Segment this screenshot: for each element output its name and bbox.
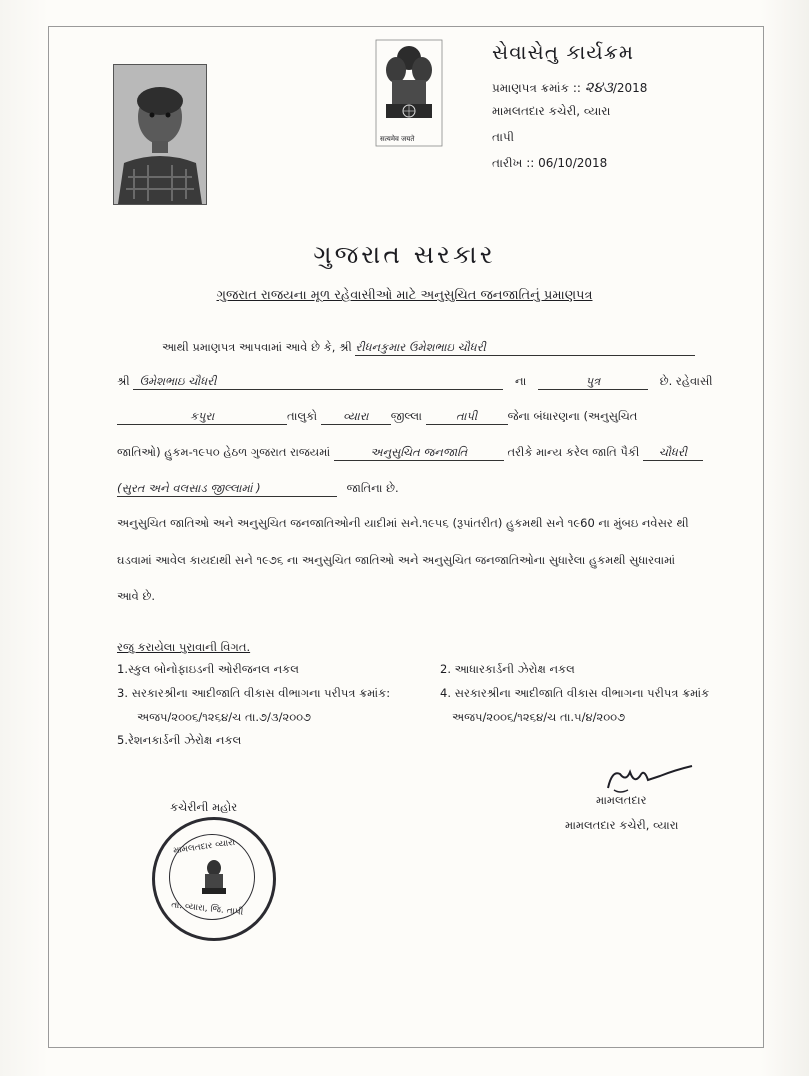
- emblem-motto: सत्यमेव जयते: [380, 135, 415, 143]
- signatory-title: મામલતદાર: [596, 793, 647, 807]
- legal-para-line-2: ઘડવામાં આવેલ કાયદાથી સને ૧૯૭૬ ના અનુસુચિત જાતિઓ અને અનુસુચિત જનજાતિઓના સુધારેલા હુકમથી સુધારવામાં: [117, 553, 676, 567]
- legal-para-line-1: અનુસુચિત જાતિઓ અને અનુસુચિત જનજાતિઓની યાદીમાં સને.૧૯૫૬ (રૂપાંતરીત) હુકમથી સને ૧૯60 ના મુંબઇ નવેસર થી: [117, 516, 689, 530]
- body-line-2: [117, 374, 713, 390]
- relation: પુત્ર: [538, 374, 648, 390]
- page-subtitle: ગુજરાત રાજયના મૂળ રહેવાસીઓ માટે અનુસુચિત જનજાતિનું પ્રમાણપત્ર: [216, 288, 593, 303]
- taluka: વ્યારા: [321, 409, 391, 425]
- father-name: ઉમેશભાઇ ચૌધરી: [133, 374, 503, 390]
- certificate-number: [492, 78, 647, 96]
- evidence-item-3: 3. સરકારશ્રીના આદીજાતિ વીકાસ વીભાગના પરીપત્ર ક્રમાંક:: [117, 686, 391, 700]
- evidence-item-3-ref: અજપ/૨૦૦૬/૧૨૬૪/ચ તા.૭/૩/૨૦૦૭: [137, 710, 312, 724]
- district-value: તાપી: [426, 409, 508, 425]
- body-line-5: [117, 481, 399, 497]
- category: અનુસુચિત જનજાતિ: [334, 445, 504, 461]
- region: (સુરત અને વલસાડ જીલ્લામાં ): [117, 481, 337, 497]
- applicant-photo: [113, 64, 207, 205]
- cert-no-label: પ્રમાણપત્ર ક્રમાંક ::: [492, 81, 581, 95]
- cert-no-year: /2018: [612, 81, 648, 95]
- applicant-name: રીધનકુમાર ઉમેશભાઇ ચૌધરી: [355, 340, 695, 356]
- intro-text: આથી પ્રમાણપત્ર આપવામાં આવે છે કે, શ્રી: [162, 340, 352, 354]
- resident-label: છે. રહેવાસી: [659, 374, 713, 388]
- order-text: જાતિઓ) હુકમ-૧૯૫૦ હેઠળ ગુજરાત રાજયમાં: [117, 445, 331, 459]
- evidence-item-2: 2. આધારકાર્ડની ઝેરોક્ષ નકલ: [440, 662, 575, 676]
- district-label: જીલ્લા: [390, 409, 422, 423]
- seal-bottom-text: તા. વ્યારા, જિ. તાપી: [170, 900, 244, 918]
- body-line-1: [162, 340, 695, 356]
- issuing-office: મામલતદાર કચેરી, વ્યારા: [492, 104, 611, 118]
- caste: ચૌધરી: [643, 445, 703, 461]
- shri-label: શ્રી: [117, 374, 130, 388]
- program-title: સેવાસેતુ કાર્યક્રમ: [492, 40, 635, 64]
- evidence-item-5: 5.રેશનકાર્ડની ઝેરોક્ષ નકલ: [117, 733, 242, 747]
- national-emblem-icon: [374, 38, 444, 148]
- village: કપુરા: [117, 409, 287, 425]
- evidence-item-4: 4. સરકારશ્રીના આદીજાતિ વીકાસ વીભાગના પરીપત્ર ક્રમાંક: [440, 686, 710, 700]
- na-label: ના: [514, 374, 527, 388]
- body-line-4: [117, 445, 703, 461]
- signatory-office: મામલતદાર કચેરી, વ્યારા: [565, 818, 679, 832]
- legal-para-line-3: આવે છે.: [117, 589, 155, 603]
- body-line-3: [117, 409, 637, 425]
- seal-label: કચેરીની મહોર: [170, 800, 238, 814]
- evidence-item-1: 1.સ્કુલ બોનોફાઇડની ઓરીજનલ નકલ: [117, 662, 299, 676]
- cert-no-handwritten: ૨૪૩: [584, 78, 613, 96]
- evidence-heading: રજુ કરાયેલા પુરાવાની વિગત.: [117, 640, 251, 654]
- office-seal: [152, 817, 276, 941]
- issue-date: તારીખ :: 06/10/2018: [492, 156, 608, 170]
- page-title: ગુજરાત સરકાર: [313, 240, 496, 269]
- seal-top-text: મામલતદાર વ્યારા: [172, 837, 236, 857]
- constitution-text: જેના બંધારણના (અનુસુચિત: [507, 409, 638, 423]
- district: તાપી: [492, 130, 515, 144]
- recognized-text: તરીકે માન્ય કરેલ જાતિ પૈકી: [507, 445, 640, 459]
- caste-of-text: જાતિના છે.: [346, 481, 399, 495]
- taluka-label: તાલુકો: [287, 409, 318, 423]
- evidence-item-4-ref: અજપ/૨૦૦૬/૧૨૬૪/ચ તા.૫/૪/૨૦૦૭: [452, 710, 626, 724]
- seal-emblem-icon: [199, 858, 229, 898]
